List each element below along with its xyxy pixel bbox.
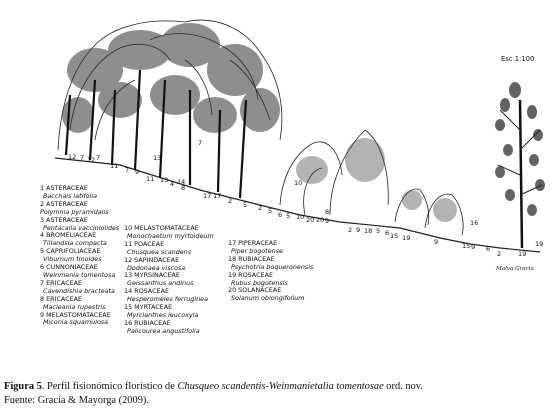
legend-species: Dodonaea viscosa xyxy=(127,263,186,272)
caption-line xyxy=(4,380,423,394)
legend-family: 8 ERICACEAE xyxy=(40,294,83,303)
profile-number: 5 xyxy=(376,227,381,235)
legend-species: Solanum oblongifolium xyxy=(231,294,305,303)
legend-species: Bacchais latifolia xyxy=(43,191,98,200)
profile-number: 9 xyxy=(135,168,140,176)
middle-shrub-foliage xyxy=(296,138,457,222)
legend-family: 17 PIPERACEAE xyxy=(228,239,278,247)
legend-family: 15 MYRTACEAE xyxy=(124,303,173,312)
profile-number: 12 xyxy=(87,156,96,164)
legend-family: 2 ASTERACEAE xyxy=(40,199,88,208)
legend-family: 9 MELASTOMATACEAE xyxy=(40,310,111,319)
profile-number: 6 xyxy=(486,245,491,253)
profile-number: 9 xyxy=(325,217,330,225)
legend-column-3 xyxy=(228,240,313,303)
legend-species: Cavendishia bracteata xyxy=(43,286,115,295)
legend-species: Pentacalia vacciniolides xyxy=(43,223,120,232)
profile-number: 7 xyxy=(198,139,203,147)
legend-species: Weinmania tomentosa xyxy=(43,270,116,279)
profile-number: 12 xyxy=(68,153,77,161)
caption-taxon-name: Chusqueo scandentis-Weinmanietalia tomentosae xyxy=(177,381,384,392)
legend-family: 13 MYRSINACEAE xyxy=(124,271,180,280)
profile-number: 17 xyxy=(203,192,212,200)
profile-number: 10 xyxy=(294,179,303,187)
figure-caption xyxy=(4,380,423,408)
profile-number: 18 xyxy=(364,227,373,235)
legend-family: 16 RUBIACEAE xyxy=(124,318,171,327)
profile-number: 16 xyxy=(470,219,479,227)
profile-number: 9 xyxy=(356,226,361,234)
legend-species: Tillandsia compacta xyxy=(43,239,107,248)
legend-species: Hesperomeles ferruginea xyxy=(127,295,209,304)
profile-number: 11 xyxy=(110,162,119,170)
legend-family: 11 POACEAE xyxy=(124,239,165,248)
caption-text: Perfil fisionómico florístico de xyxy=(47,381,178,392)
profile-number: 20 xyxy=(316,216,325,224)
legend-species: Miconia squamulosa xyxy=(43,318,109,327)
profile-number: 7 xyxy=(80,154,85,162)
legend-species: Piper bogotense xyxy=(231,246,283,255)
profile-number: 17 xyxy=(213,192,222,200)
caption-separator: . xyxy=(41,381,48,392)
legend-species: Palicourea angustifolia xyxy=(127,326,200,335)
profile-number: 8 xyxy=(325,208,330,216)
legend-family: 5 CAPRIFOLIACEAE xyxy=(40,247,101,256)
legend-species: Psychotria boqueronensis xyxy=(231,262,314,271)
legend-species: Macleania rupestris xyxy=(43,302,106,311)
legend-column-1 xyxy=(40,185,119,327)
profile-number: 10 xyxy=(296,213,305,221)
profile-number: 13 xyxy=(160,176,169,184)
profile-number: 7 xyxy=(96,154,101,162)
legend-species: Monochaetum myrtoideum xyxy=(127,231,214,240)
profile-number: 11 xyxy=(146,175,155,183)
profile-number: 19 xyxy=(535,240,544,248)
caption-source: Fuente: Gracia & Mayorga (2009). xyxy=(4,395,149,406)
profile-number: 19 xyxy=(518,250,527,258)
legend-species: Rubus bogotensis xyxy=(231,278,288,287)
legend-family: 3 ASTERACEAE xyxy=(40,215,88,224)
profile-number: 15 xyxy=(390,232,399,240)
legend-column-2 xyxy=(124,225,214,336)
legend-family: 18 RUBIACEAE xyxy=(228,254,275,263)
legend-species: Viburnum tinoides xyxy=(43,255,102,264)
legend-species: Myrcianthes leucoxyla xyxy=(127,310,199,319)
legend-species: Geissanthus andinus xyxy=(127,279,194,288)
legend-species: Polymnia pyramidalis xyxy=(40,207,109,216)
legend-family: 10 MELASTOMATACEAE xyxy=(124,224,199,232)
profile-number: 7 xyxy=(125,166,130,174)
profile-number: 15 xyxy=(462,242,471,250)
scale-label: Esc 1:100 xyxy=(501,55,535,63)
profile-number: 9 xyxy=(434,238,439,246)
legend-family: 19 ROSACEAE xyxy=(228,270,273,279)
legend-family: 12 SAPINDACEAE xyxy=(124,255,180,264)
legend-species: Chusquea scandens xyxy=(127,247,192,256)
legend-family: 1 ASTERACEAE xyxy=(40,184,88,192)
profile-number: 20 xyxy=(306,216,315,224)
profile-number: 6 xyxy=(278,211,283,219)
caption-text-end: ord. nov. xyxy=(383,381,423,392)
legend-family: 20 SOLANACEAE xyxy=(228,286,282,295)
profile-number: 14 xyxy=(177,178,186,186)
forest-foliage xyxy=(62,23,280,133)
legend-family: 6 CUNNONIACEAE xyxy=(40,263,98,272)
legend-family: 14 ROSACEAE xyxy=(124,287,169,296)
artist-signature: Malva Gracia xyxy=(496,266,534,272)
profile-number: 2 xyxy=(348,226,353,234)
profile-number: 4 xyxy=(170,180,175,188)
profile-number: 6 xyxy=(385,229,390,237)
profile-number: 5 xyxy=(286,212,291,220)
legend-family: 4 BROMELIACEAE xyxy=(40,231,97,240)
profile-number: 2 xyxy=(258,204,263,212)
profile-number: 8 xyxy=(181,184,186,192)
profile-number: 5 xyxy=(268,207,273,215)
profile-number: 13 xyxy=(153,154,162,162)
profile-number: 19 xyxy=(402,234,411,242)
right-tree xyxy=(495,82,545,248)
profile-number: 2 xyxy=(228,197,233,205)
profile-number: 9 xyxy=(471,243,476,251)
profile-number: 2 xyxy=(497,250,502,258)
legend-family: 7 ERICACEAE xyxy=(40,278,83,287)
caption-label: Figura 5 xyxy=(4,381,42,392)
profile-number: 5 xyxy=(243,201,248,209)
